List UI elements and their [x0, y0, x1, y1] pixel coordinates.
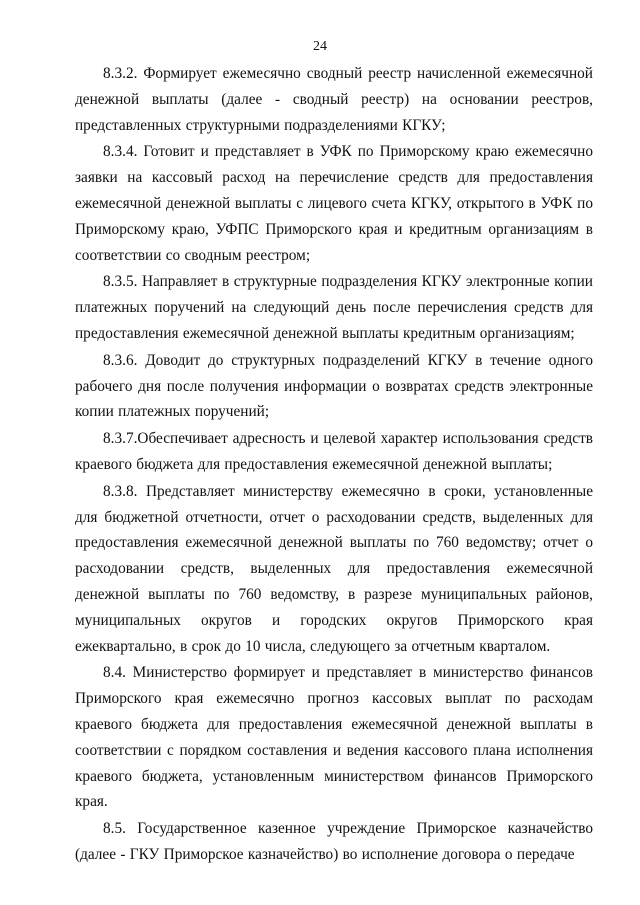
paragraph-8-3-7: 8.3.7.Обеспечивает адресность и целевой характер использования средств краевого бюджета для предоставления ежемесячной денежной выплаты;: [75, 430, 593, 473]
paragraph-8-3-2: 8.3.2. Формирует ежемесячно сводный реестр начисленной ежемесячной денежной выплаты (далее - сводный реестр) на основании реестров, представленных структурными подразделениями КГКУ;: [75, 65, 593, 134]
paragraph-8-3-8: 8.3.8. Представляет министерству ежемесячно в сроки, установленные для бюджетной отчетности, отчет о расходовании средств, выделенных для предоставления ежемесячной денежной выплаты по 760 ведомству; отчет о расходовании средств, выделенных для предоставления ежемесячной денежной выплаты по 760 ведомству, в разрезе муниципальных районов, муниципальных округов и городских округов Приморского края ежеквартально, в срок до 10 числа, следующего за отчетным кварталом.: [75, 482, 593, 655]
document-body: [75, 61, 593, 868]
paragraph-8-3-5: 8.3.5. Направляет в структурные подразделения КГКУ электронные копии платежных поручений на следующий день после перечисления средств для предоставления ежемесячной денежной выплаты кредитным организациям;: [75, 273, 593, 342]
paragraph-8-4: 8.4. Министерство формирует и представляет в министерство финансов Приморского края ежемесячно прогноз кассовых выплат по расходам краевого бюджета для предоставления ежемесячной денежной выплаты в соответствии с порядком составления и ведения кассового плана исполнения краевого бюджета, установленным министерством финансов Приморского края.: [75, 664, 593, 811]
paragraph-8-5: 8.5. Государственное казенное учреждение Приморское казначейство (далее - ГКУ Приморское казначейство) во исполнение договора о передаче: [75, 820, 593, 863]
page-number: 24: [313, 39, 327, 54]
paragraph-8-3-6: 8.3.6. Доводит до структурных подразделений КГКУ в течение одного рабочего дня после получения информации о возвратах средств электронные копии платежных поручений;: [75, 351, 593, 421]
paragraph-8-3-4: 8.3.4. Готовит и представляет в УФК по Приморскому краю ежемесячно заявки на кассовый расход на перечисление средств для предоставления ежемесячной денежной выплаты с лицевого счета КГКУ, открытого в УФК по Приморскому краю, УФПС Приморского края и кредитным организациям в соответствии со сводным реестром;: [75, 143, 593, 264]
